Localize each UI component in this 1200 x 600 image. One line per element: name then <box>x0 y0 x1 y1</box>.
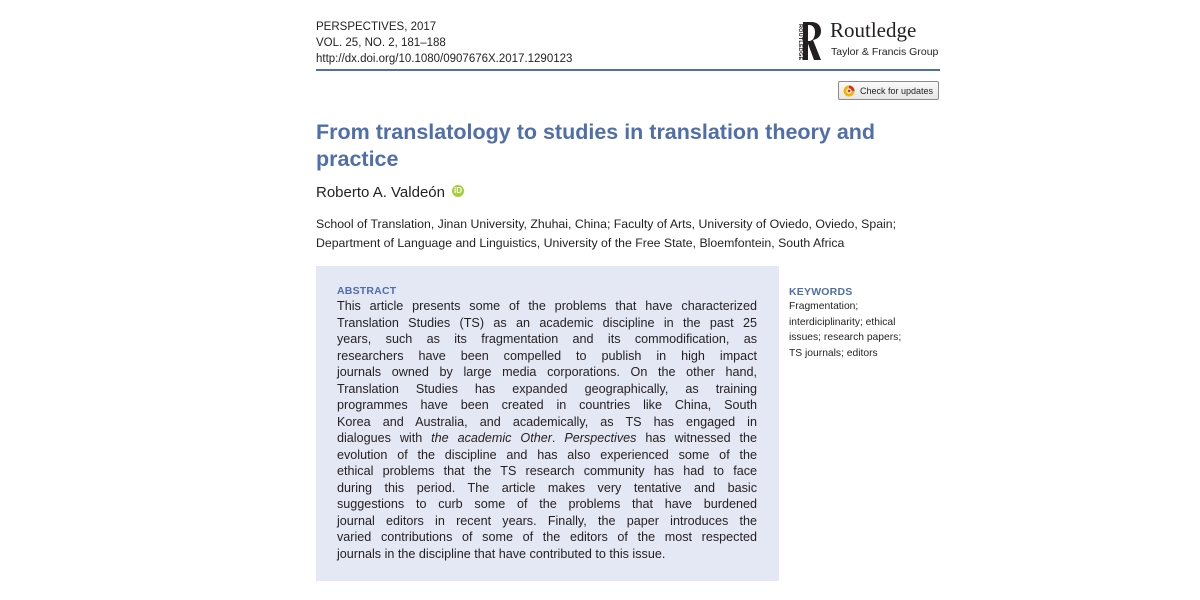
keywords-line: TS journals; editors <box>789 347 878 359</box>
crossmark-icon <box>843 85 855 97</box>
abstract-line: This article presents some of the problems that have characterized <box>337 299 757 313</box>
keywords-line: Fragmentation; <box>789 301 859 312</box>
abstract-line: suggestions to curb some of the problems that have burdened <box>337 497 757 511</box>
abstract-line: during this period. The article makes very tentative and basic <box>337 480 757 495</box>
check-for-updates-label: Check for updates <box>860 85 934 96</box>
abstract-line: programmes have been created in countries like China, South <box>337 398 757 412</box>
abstract-line: researchers have been compelled to publish in high impact <box>337 348 757 363</box>
publisher-name: Routledge <box>830 18 917 42</box>
journal-volume: VOL. 25, NO. 2, 181–188 <box>316 37 446 49</box>
abstract-line: evolution of the discipline and has also experienced some of the <box>337 447 757 462</box>
abstract-line: ethical problems that the TS research community has had to face <box>337 464 757 478</box>
abstract-italic-term: the academic Other <box>431 431 552 445</box>
abstract-line: Translation Studies has expanded geographically, as training <box>337 381 757 396</box>
author-affiliation <box>316 215 956 253</box>
author-name[interactable]: Roberto A. Valdeón <box>316 184 445 201</box>
article-title <box>316 119 936 173</box>
abstract-line: journals in the discipline that have contributed to this issue. <box>337 546 666 561</box>
keywords-list <box>789 299 949 361</box>
header-divider <box>316 69 940 71</box>
title-line: From translatology to studies in translation theory and <box>316 120 876 144</box>
abstract-italic-journal: Perspectives <box>564 431 637 445</box>
doi-link[interactable]: http://dx.doi.org/10.1080/0907676X.2017.1290123 <box>316 53 573 65</box>
abstract-line: journals owned by large media corporations. On the other hand, <box>337 365 757 379</box>
title-line: practice <box>316 147 399 171</box>
affiliation-line: Department of Language and Linguistics, University of the Free State, Bloemfontein, South Africa <box>316 236 845 250</box>
abstract-line: years, such as its fragmentation and its commodification, as <box>337 332 757 346</box>
abstract-segment: dialogues with <box>337 431 432 445</box>
abstract-box <box>316 266 779 581</box>
abstract-line <box>337 430 757 447</box>
keywords-line: interdiciplinarity; ethical <box>789 316 896 328</box>
abstract-line: Korea and Australia, and academically, as TS has engaged in <box>337 414 757 429</box>
abstract-segment: . <box>551 431 565 445</box>
affiliation-line: School of Translation, Jinan University, Zhuhai, China; Faculty of Arts, University of Oviedo, Oviedo, Spain; <box>316 217 897 231</box>
publisher-group: Taylor & Francis Group <box>831 46 939 58</box>
keywords-heading: KEYWORDS <box>789 286 853 298</box>
abstract-heading: ABSTRACT <box>337 285 397 297</box>
keywords-section <box>789 285 949 361</box>
journal-info <box>316 19 572 67</box>
journal-name-year: PERSPECTIVES, 2017 <box>316 21 437 33</box>
abstract-text <box>337 298 757 562</box>
check-for-updates-button[interactable] <box>838 81 939 100</box>
abstract-line: varied contributions of some of the editors of the most respected <box>337 530 757 544</box>
keywords-line: issues; research papers; <box>789 332 902 343</box>
abstract-line: Translation Studies (TS) as an academic discipline in the past 25 <box>337 315 757 330</box>
orcid-icon[interactable]: iD <box>453 185 462 195</box>
author-line <box>316 184 464 201</box>
publisher-logo <box>795 18 945 62</box>
abstract-line: journal editors in recent years. Finally, the paper introduces the <box>337 513 757 528</box>
abstract-segment: has witnessed the <box>636 431 758 445</box>
logo-vertical-text: ROUTLEDGE <box>797 24 803 61</box>
